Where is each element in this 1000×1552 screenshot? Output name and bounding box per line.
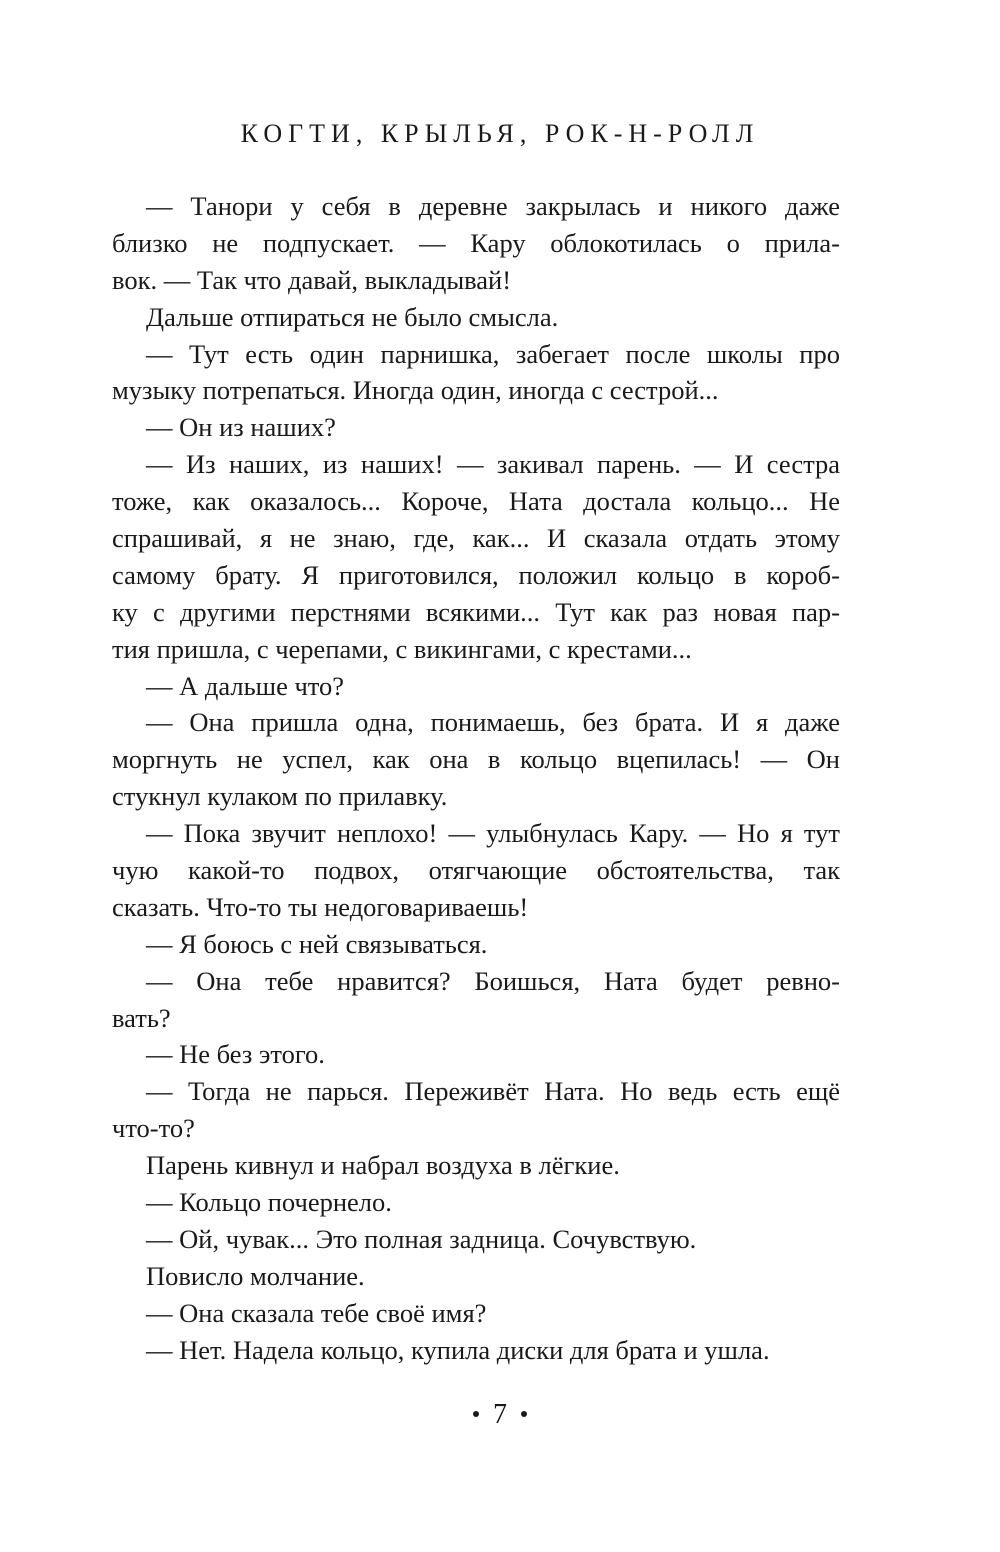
text-line: Повисло молчание. [146,1260,365,1291]
text-line: стукнул кулаком по прилавку. [112,781,448,812]
text-line: — Кольцо почернело. [146,1187,392,1218]
text-line: — Нет. Надела кольцо, купила диски для брата и ушла. [146,1334,770,1365]
bullet-icon [473,1411,479,1417]
text-line: тия пришла, с черепами, с викингами, с крестами... [112,633,692,664]
page-number [0,1398,1000,1432]
text-line: Дальше отпираться не было смысла. [146,301,559,332]
text-line: музыку потрепаться. Иногда один, иногда с сестрой... [112,375,719,406]
text-line: — Она тебе нравится? Боишься, Ната будет ревно- [146,965,840,996]
running-head: КОГТИ, КРЫЛЬЯ, РОК-Н-РОЛЛ [240,119,760,148]
text-line: — Не без этого. [146,1039,325,1070]
text-line: — Ой, чувак... Это полная задница. Сочувствую. [146,1223,697,1254]
text-line: ку с другими перстнями всякими... Тут как раз новая пар- [112,596,840,627]
text-line: — Танори у себя в деревне закрылась и никого даже [146,191,840,221]
text-line: — Она сказала тебе своё имя? [146,1297,487,1328]
text-line: — Пока звучит неплохо! — улыбнулась Кару. — Но я тут [146,818,840,849]
text-line: тоже, как оказалось... Короче, Ната достала кольцо... Не [112,486,840,517]
text-line: Парень кивнул и набрал воздуха в лёгкие. [146,1150,620,1181]
text-line: сказать. Что-то ты недоговариваешь! [112,891,529,922]
text-line: близко не подпускает. — Кару облокотилась о прила- [112,227,840,258]
text-line: моргнуть не успел, как она в кольцо вцепилась! — Он [112,744,840,775]
text-line: — Она пришла одна, понимаешь, без брата. И я даже [146,707,840,738]
text-line: самому брату. Я приготовился, положил кольцо в короб- [112,559,840,590]
text-line: — Тогда не парься. Переживёт Ната. Но ведь есть ещё [146,1076,840,1107]
text-line: — Он из наших? [146,412,336,443]
text-line: спрашивай, я не знаю, где, как... И сказала отдать этому [112,523,840,554]
text-line: — А дальше что? [146,670,345,701]
body-text [112,188,840,1369]
text-line: — Я боюсь с ней связываться. [146,928,488,959]
page-number-value: 7 [493,1399,507,1430]
text-line: вать? [112,1002,171,1033]
text-line: — Из наших, из наших! — закивал парень. — И сестра [146,449,840,480]
text-line: вок. — Так что давай, выкладывай! [112,264,512,295]
bullet-icon [521,1411,527,1417]
text-line: чую какой-то подвох, отягчающие обстоятельства, так [112,855,840,886]
text-line: что-то? [112,1113,195,1144]
text-line: — Тут есть один парнишка, забегает после школы про [146,338,840,369]
